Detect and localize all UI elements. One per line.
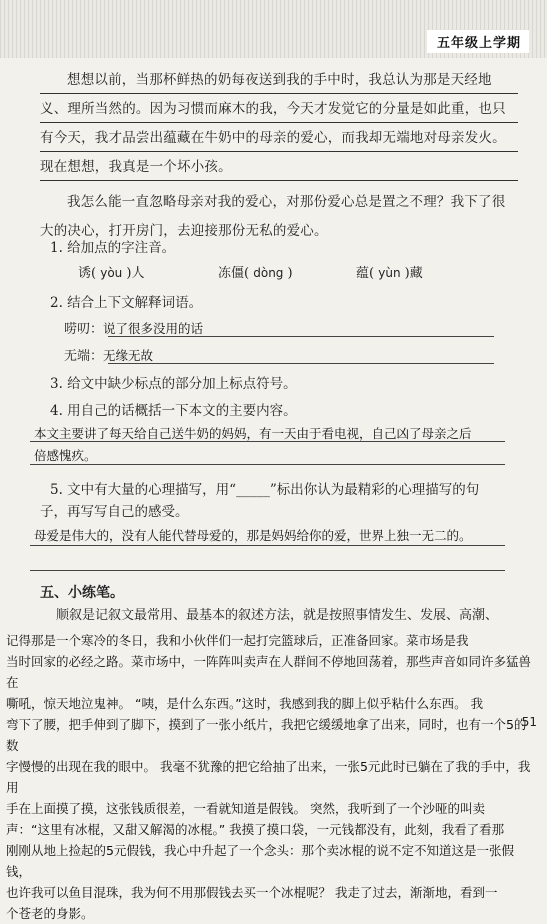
q5-answer: 母爱是伟大的，没有人能代替母爱的，那是妈妈给你的爱，世界上独一无二的。	[34, 528, 472, 543]
answer-underline	[30, 441, 505, 442]
page-number: 51	[521, 715, 537, 729]
passage-paragraph-1: 想想以前，当那杯鲜热的奶每夜送到我的手中时，我总认为那是天经地义、理所当然的。因为习惯而麻木的我，今天才发觉它的分量是如此重，也只有今天，我才品尝出蕴藏在牛奶中的母亲的爱心，而我却无端地对母亲发火。现在想想，我真是一个坏小孩。	[40, 66, 518, 182]
page-header-title: 五年级上学期	[427, 30, 529, 53]
question-4: 4. 用自己的话概括一下本文的主要内容。	[50, 403, 297, 419]
pinyin-word-suffix: 藏	[409, 266, 423, 281]
q4-answer-line-1: 本文主要讲了每天给自己送牛奶的妈妈，有一天由于看电视，自己凶了母亲之后	[34, 426, 472, 441]
pinyin-answer: dòng	[253, 266, 284, 280]
pinyin-item-1: 诱( yòu )人	[78, 266, 145, 281]
pinyin-answer: yòu	[100, 266, 123, 280]
question-5-line-2: 子，再写写自己的感受。	[40, 504, 189, 520]
term-2	[64, 345, 153, 364]
q4-answer-line-2: 倍感愧疚。	[34, 448, 97, 463]
term-answer: 无缘无故	[103, 348, 154, 363]
term-answer: 说了很多没用的话	[103, 321, 204, 336]
answer-underline	[30, 570, 505, 571]
question-3: 3. 给文中缺少标点的部分加上标点符号。	[50, 376, 297, 392]
pinyin-word: 诱	[78, 266, 92, 281]
essay-line: 声：“这里有冰棍，又甜又解渴的冰棍。” 我摸了摸口袋，一元钱都没有，此刻，我看了看那	[6, 822, 505, 837]
section-5-intro: 顺叙是记叙文最常用、最基本的叙述方法，就是按照事情发生、发展、高潮、	[56, 608, 499, 623]
term-label: 唠叨：	[64, 322, 104, 337]
essay-line: 弯下了腰，把手伸到了脚下，摸到了一张小纸片，我把它缓缓地拿了出来，同时，也有一个5的数	[6, 717, 527, 753]
question-2: 2. 结合上下文解释词语。	[50, 295, 203, 311]
answer-underline	[108, 363, 494, 364]
answer-underline	[108, 336, 494, 337]
answer-underline	[30, 464, 505, 465]
essay-line: 记得那是一个寒冷的冬日，我和小伙伴们一起打完篮球后，正准备回家。菜市场是我	[6, 633, 469, 648]
essay-line: 嘶吼，惊天地泣鬼神。 “咦，是什么东西。”这时，我感到我的脚上似乎粘什么东西。 我	[6, 696, 484, 711]
pinyin-answer: yùn	[378, 266, 401, 280]
pinyin-item-3: 蕴( yùn )藏	[356, 266, 423, 281]
pinyin-word: 蕴	[356, 266, 370, 281]
passage-paragraph-2: 我怎么能一直忽略母亲对我的爱心，对那份爱心总是置之不理？我下了很大的决心，打开房门，去迎接那份无私的爱心。	[40, 194, 506, 239]
question-5-line-1: 5. 文中有大量的心理描写，用“_____”标出你认为最精彩的心理描写的句	[50, 482, 480, 498]
pinyin-item-2: 冻僵( dòng )	[218, 266, 293, 281]
pinyin-word-suffix: 人	[131, 266, 145, 281]
essay-line: 刚刚从地上捡起的5元假钱，我心中升起了一个念头：那个卖冰棍的说不定不知道这是一张假钱，	[6, 843, 514, 879]
section-5-title: 五、小练笔。	[40, 585, 124, 601]
reading-passage	[40, 66, 518, 246]
essay-text	[6, 630, 536, 924]
question-1: 1. 给加点的字注音。	[50, 240, 176, 256]
essay-line: 字慢慢的出现在我的眼中。 我毫不犹豫的把它给抽了出来，一张5元此时已躺在了我的手中，我用	[6, 759, 531, 795]
essay-line: 也许我可以鱼目混珠，我为何不用那假钱去买一个冰棍呢？ 我走了过去，渐渐地，看到一	[6, 885, 498, 900]
term-label: 无端：	[64, 349, 104, 364]
answer-underline	[30, 545, 505, 546]
essay-line: 手在上面摸了摸，这张钱质很差，一看就知道是假钱。 突然，我听到了一个沙哑的叫卖	[6, 801, 485, 816]
essay-line: 个苍老的身影。	[6, 906, 94, 921]
term-1	[64, 318, 203, 337]
pinyin-word: 冻僵	[218, 266, 245, 281]
essay-line: 当时回家的必经之路。菜市场中，一阵阵叫卖声在人群间不停地回荡着，那些声音如同许多猛兽在	[6, 654, 532, 690]
